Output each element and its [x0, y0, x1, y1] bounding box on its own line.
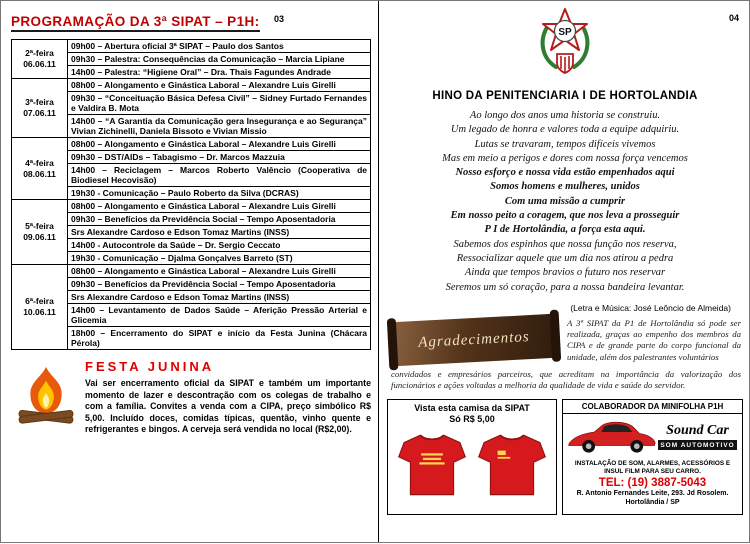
anthem-line: Um legado de honra e valores toda a equipe adquiriu.	[450, 124, 680, 136]
tshirt-front-icon	[476, 428, 548, 502]
day-date: 07.06.11	[23, 108, 56, 118]
schedule-event: 14h00 – Levantamento de Dados Saúde – Aferição Pressão Arterial e Glicemia	[68, 303, 370, 326]
schedule-event: Srs Alexandre Cardoso e Edson Tomaz Martins (INSS)	[68, 290, 370, 303]
sports-car-icon	[566, 415, 658, 459]
anthem-line: Ainda que tempos bravios o futuro nos reservar	[464, 267, 666, 279]
sponsor-header: COLABORADOR DA MINIFOLHA P1H	[563, 400, 742, 414]
schedule-event: 08h00 – Alongamento e Ginástica Laboral – Alexandre Luis Girelli	[71, 139, 336, 149]
schedule-event: 08h00 – Alongamento e Ginástica Laboral – Alexandre Luis Girelli	[71, 80, 336, 90]
tshirt-title: Vista esta camisa da SIPAT	[414, 402, 530, 413]
anthem-title: HINO DA PENITENCIARIA I DE HORTOLANDIA	[432, 90, 698, 102]
thanks-text-part1: A 3ª SIPAT da P1 de Hortolândia só pode ser realizada, graças ao empenho dos membros da CIPA e de grande parte do corpo funcional da unidade, além dos palestrantes voluntários	[567, 317, 741, 362]
anthem-line: Sabemos dos espinhos que nossa função nos reserva,	[453, 238, 677, 250]
sp-logo-letters: SP	[558, 27, 572, 38]
events-cell	[68, 138, 370, 199]
tshirt-ad-box	[387, 399, 557, 515]
sponsor-ad-box	[562, 399, 743, 515]
page-right	[379, 1, 750, 544]
anthem-credit: (Letra e Música: José Leôncio de Almeida)	[570, 302, 731, 313]
anthem-line: Somos homens e mulheres, unidos	[490, 181, 640, 193]
day-name: 4ª-feira	[25, 157, 54, 168]
program-title: PROGRAMAÇÃO DA 3ª SIPAT – P1H:	[11, 14, 260, 32]
schedule-event: 08h00 – Alongamento e Ginástica Laboral – Alexandre Luis Girelli	[71, 266, 336, 276]
schedule-event: 09h30 – “Conceituação Básica Defesa Civil” – Sidney Furtado Fernandes e Valdira B. Mota	[68, 91, 370, 114]
schedule-event: 14h00 – Palestra: “Higiene Oral” – Dra. Thais Fagundes Andrade	[68, 65, 370, 78]
day-date: 08.06.11	[23, 168, 56, 179]
schedule-event: Srs Alexandre Cardoso e Edson Tomaz Martins (INSS)	[68, 225, 370, 238]
sponsor-services: INSTALAÇÃO DE SOM, ALARMES, ACESSÓRIOS E INSUL FILM PARA SEU CARRO.	[574, 459, 731, 475]
sponsor-address-line1: R. Antonio Fernandes Leite, 293. Jd Rosolem.	[576, 489, 729, 497]
scroll-label: Agradecimentos	[417, 329, 531, 351]
anthem-line: P I de Hortolândia, a força esta aqui.	[484, 224, 646, 236]
thanks-section	[387, 318, 743, 363]
anthem-line: Ressocializar aquele que um dia nos atirou a pedra	[456, 252, 674, 264]
schedule-event: 09h30 – Benefícios da Previdência Social – Tempo Aposentadoria	[68, 277, 370, 290]
brand-name: Sound Car	[666, 423, 729, 439]
day-cell	[12, 40, 68, 78]
sponsor-address-line2: Hortolândia / SP	[625, 498, 680, 506]
sponsor-phone: TEL: (19) 3887-5043	[598, 476, 707, 489]
sponsor-middle	[563, 414, 742, 459]
brand-column	[658, 423, 739, 450]
events-cell	[68, 40, 370, 78]
day-cell	[12, 200, 68, 264]
festa-junina-title: FESTA JUNINA	[85, 359, 215, 374]
schedule-event: 09h30 – Palestra: Consequências da Comunicação – Marcia Lipiane	[68, 52, 370, 65]
schedule-table	[11, 39, 371, 350]
anthem-line: Seremos um só coração, para a nossa bandeira levantar.	[445, 281, 685, 293]
schedule-event: 14h00 - Autocontrole da Saúde – Dr. Sergio Ceccato	[68, 238, 370, 251]
day-name: 6ª-feira	[25, 296, 54, 306]
left-page-number: 03	[273, 14, 284, 24]
schedule-event: 14h00 – “A Garantia da Comunicação gera Insegurança e ao Segurança” Vivian Zichinelli, Daniela Bissoto e Vivian Missio	[68, 114, 370, 137]
schedule-event: 09h00 – Abertura oficial 3ª SIPAT – Paulo dos Santos	[71, 41, 284, 51]
brand-tagline-bar: SOM AUTOMOTIVO	[658, 440, 737, 450]
day-cell	[12, 79, 68, 137]
events-cell	[68, 79, 370, 137]
day-name: 5ª-feira	[25, 221, 54, 231]
day-cell	[12, 265, 68, 349]
schedule-event: 19h30 - Comunicação – Paulo Roberto da Silva (DCRAS)	[68, 186, 370, 199]
page-left	[1, 1, 378, 544]
anthem-line: Com uma missão a cumprir	[504, 195, 626, 207]
day-name: 3ª-feira	[25, 97, 54, 107]
thanks-text-part2: convidados e empresários parceiros, que acreditam na importância da valorização dos funcionários e ações voltadas a melhoria da qualidade de vida e saúde do servidor.	[391, 369, 741, 391]
day-date: 10.06.11	[23, 307, 56, 317]
schedule-day-row	[12, 138, 370, 200]
schedule-day-row	[12, 40, 370, 79]
events-cell	[68, 265, 370, 349]
schedule-day-row	[12, 79, 370, 138]
tshirt-back-icon	[396, 428, 468, 502]
day-date: 09.06.11	[23, 232, 56, 242]
tshirt-images	[388, 428, 556, 502]
schedule-day-row	[12, 265, 370, 350]
day-date: 06.06.11	[23, 59, 56, 69]
events-cell	[68, 200, 370, 264]
anthem-line: Em nosso peito a coragem, que nos leva a prosseguir	[450, 210, 680, 222]
right-page-number: 04	[728, 13, 739, 23]
tshirt-price: Só R$ 5,00	[449, 413, 495, 424]
festa-junina-section	[11, 359, 373, 436]
anthem-line: Ao longo dos anos uma historia se construiu.	[469, 110, 661, 121]
anthem-lines	[387, 109, 743, 295]
schedule-event: 14h00 – Reciclagem – Marcos Roberto Valêncio (Cooperativa de Biodiesel Hecovisão)	[68, 163, 370, 186]
day-name: 2ª-feira	[25, 48, 54, 58]
bottom-boxes	[387, 399, 743, 515]
schedule-event: 19h30 - Comunicação – Djalma Gonçalves Barreto (ST)	[68, 251, 370, 264]
bonfire-icon	[17, 365, 75, 429]
schedule-event: 18h00 – Encerramento do SIPAT e início da Festa Junina (Chácara Pérola)	[68, 326, 370, 349]
scroll-graphic	[390, 314, 558, 367]
left-title-row	[11, 13, 372, 32]
schedule-event: 08h00 – Alongamento e Ginástica Laboral – Alexandre Luis Girelli	[71, 201, 336, 211]
day-cell	[12, 138, 68, 199]
anthem-line: Mas em meio a perigos e dores com nossa força vencemos	[442, 152, 688, 164]
schedule-event: 09h30 – DST/AIDs – Tabagismo – Dr. Marcos Mazzuia	[68, 150, 370, 163]
schedule-day-row	[12, 200, 370, 265]
sap-sp-logo	[536, 7, 594, 79]
right-page-header	[387, 7, 743, 83]
schedule-event: 09h30 – Benefícios da Previdência Social – Tempo Aposentadoria	[68, 212, 370, 225]
anthem-line: Lutas se travaram, tempos difíceis vivemos	[474, 138, 656, 150]
festa-junina-body: Vai ser encerramento oficial da SIPAT e também um importante momento de lazer e descontração com os colegas de trabalho e com a família. Convites a venda com a CIPA, preço simbólico R$ 5,00. Incluído doces, comidas típicas, quentão, vinho quente e refrigerantes e bingos. A cerveja será vendida no local (R$2,00).	[85, 378, 371, 434]
anthem-line: Nosso esforço e nossa vida estão empenhados aqui	[455, 167, 675, 179]
